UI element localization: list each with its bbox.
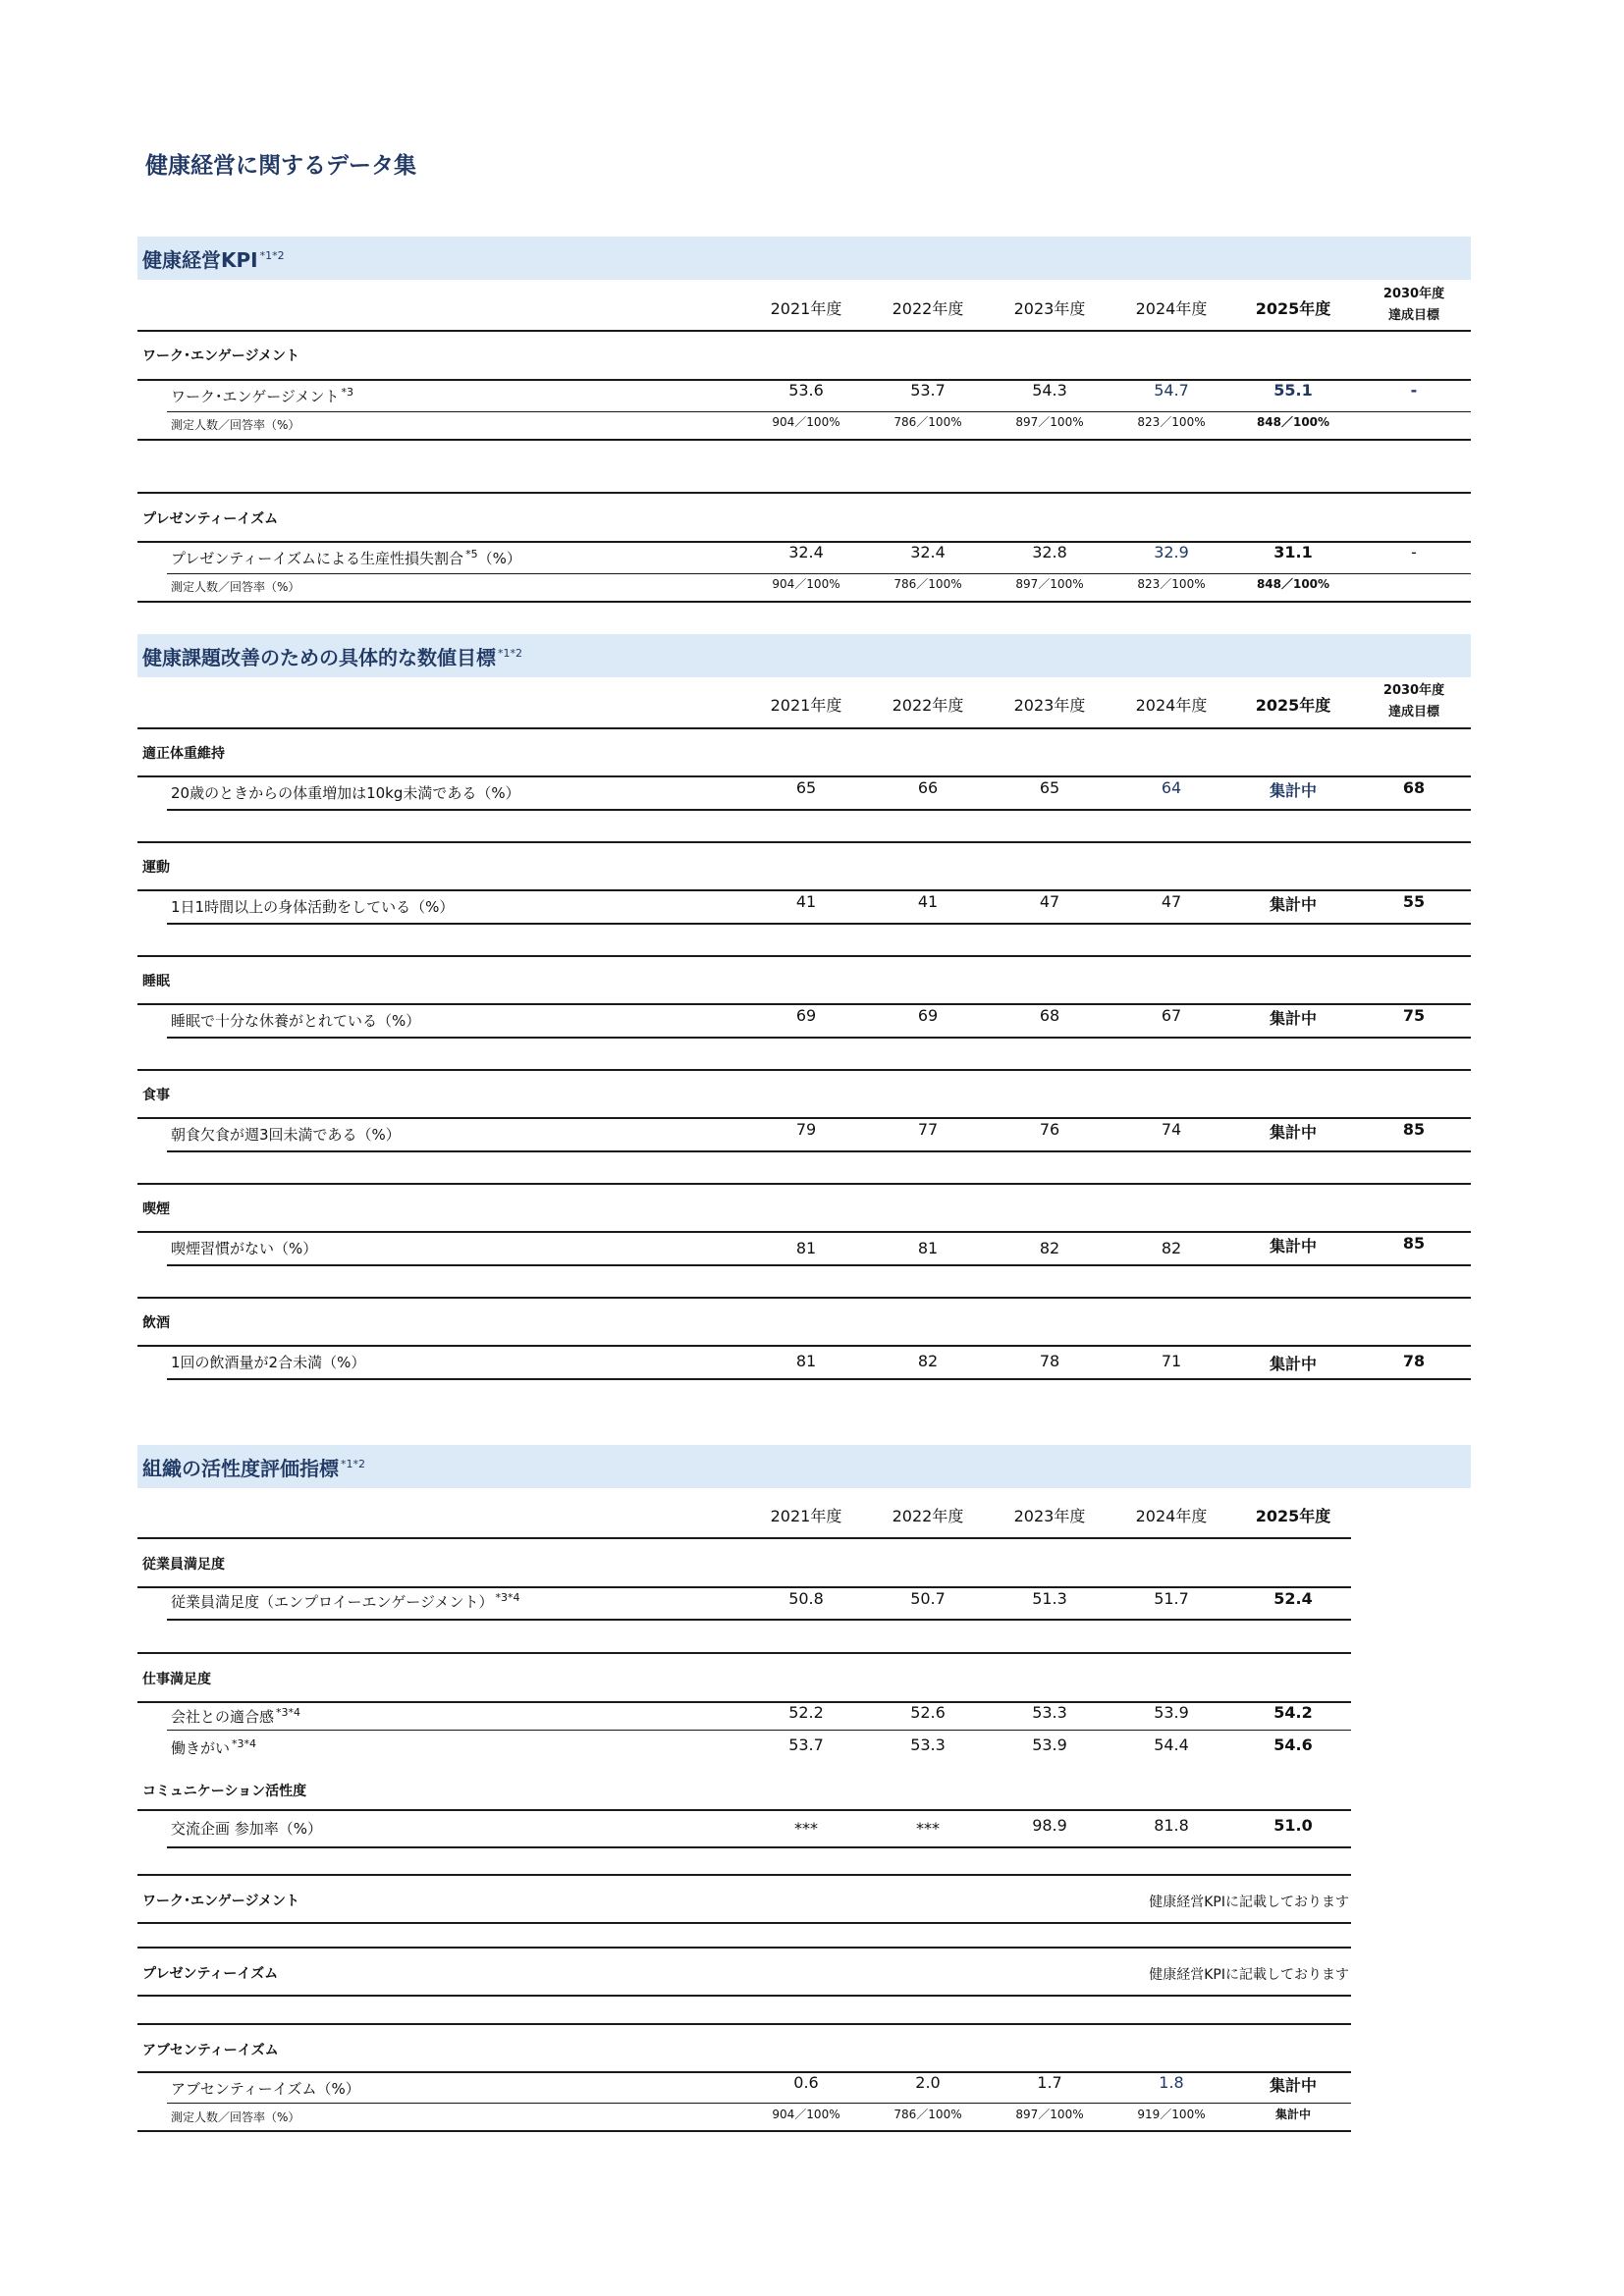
org-value: 98.9 [1032, 1816, 1067, 1835]
health-value: 集計中 [1269, 895, 1317, 914]
org-rule [137, 2130, 1351, 2132]
org-sub-value: 919／100% [1137, 2108, 1206, 2121]
org-value: 52.2 [788, 1703, 824, 1722]
org-value: 51.3 [1032, 1589, 1067, 1608]
health-category: 飲酒 [142, 1315, 170, 1331]
health-value: 集計中 [1269, 1355, 1317, 1373]
org-value: 53.7 [788, 1735, 824, 1754]
kpi-sub-value: 823／100% [1137, 415, 1206, 429]
org-rule [137, 1995, 1351, 1997]
health-value: 47 [1161, 892, 1182, 911]
health-header-2022: 2022年度 [892, 696, 964, 715]
health-value: 64 [1161, 778, 1182, 797]
kpi-sub-value: 786／100% [893, 415, 962, 429]
kpi-value: 54.3 [1032, 381, 1067, 400]
health-header-target: 2030年度 達成目標 [1382, 683, 1445, 720]
org-value: 1.8 [1159, 2073, 1184, 2092]
kpi-sub-label: 測定人数／回答率（%） [171, 580, 300, 594]
org-value: 0.6 [793, 2073, 819, 2092]
kpi-header-target: 2030年度 達成目標 [1382, 287, 1445, 323]
health-rule [167, 1150, 1471, 1152]
health-header-2023: 2023年度 [1013, 696, 1086, 715]
health-rule [167, 809, 1471, 811]
org-category-communication: コミュニケーション活性度 [142, 1784, 307, 1799]
org-rule [167, 1619, 1351, 1621]
org-value: 54.2 [1273, 1703, 1313, 1722]
kpi-rule [137, 601, 1471, 603]
kpi-sub-value: 904／100% [772, 415, 840, 429]
kpi-header-2024: 2024年度 [1135, 299, 1208, 318]
kpi-sub-label: 測定人数／回答率（%） [171, 418, 300, 432]
org-rule [167, 1730, 1351, 1731]
kpi-rule [137, 439, 1471, 441]
health-target: 85 [1402, 1120, 1426, 1139]
health-rule [137, 1069, 1471, 1071]
kpi-sub-value: 897／100% [1015, 415, 1084, 429]
org-rule [137, 1652, 1351, 1654]
kpi-section-title: 健康経営KPI $^{*1*2}$ [142, 248, 285, 272]
page-title: 健康経営に関するデータ集 [145, 153, 416, 179]
health-value: 78 [1039, 1352, 1060, 1370]
org-value: 2.0 [915, 2073, 941, 2092]
org-sub-label: 測定人数／回答率（%） [171, 2110, 300, 2124]
org-category-absenteeism: アブセンティーイズム [142, 2043, 279, 2058]
health-value: 81 [795, 1352, 817, 1370]
health-rule [137, 775, 1471, 777]
kpi-rule [137, 492, 1471, 494]
health-target: 68 [1402, 778, 1426, 797]
kpi-sub-value: 848／100% [1256, 577, 1330, 591]
org-value: 53.3 [1032, 1703, 1067, 1722]
health-row-label: 睡眠で十分な休養がとれている（%） [171, 1012, 421, 1030]
health-rule [137, 1231, 1471, 1233]
kpi-header-rule [137, 330, 1471, 332]
health-target: 78 [1402, 1352, 1426, 1370]
org-row-label: 従業員満足度（エンプロイーエンゲージメント） $^{*3*4}$ [171, 1591, 520, 1611]
health-value: 65 [1039, 778, 1060, 797]
health-rule [167, 923, 1471, 925]
org-header-2025: 2025年度 [1255, 1507, 1331, 1525]
org-header-2022: 2022年度 [892, 1507, 964, 1525]
health-value: 66 [917, 778, 939, 797]
health-row-label: 1回の飲酒量が2合未満（%） [171, 1354, 366, 1371]
org-value: *** [794, 1819, 818, 1838]
org-value: 53.9 [1032, 1735, 1067, 1754]
health-category: 運動 [142, 860, 170, 876]
org-category-work-engagement: ワーク･エンゲージメント [142, 1894, 300, 1909]
health-rule [137, 1297, 1471, 1299]
kpi-sub-value: 897／100% [1015, 577, 1084, 591]
health-value: 68 [1039, 1006, 1060, 1025]
org-row-label: 働きがい $^{*3*4}$ [171, 1737, 257, 1757]
kpi-value: 53.7 [910, 381, 946, 400]
org-value: 50.8 [788, 1589, 824, 1608]
health-header-rule [137, 727, 1471, 729]
kpi-category-work-engagement: ワーク･エンゲージメント [142, 348, 300, 364]
kpi-value: 55.1 [1273, 381, 1313, 400]
org-value: 52.4 [1273, 1589, 1313, 1608]
health-value: 79 [795, 1120, 817, 1139]
health-section-title: 健康課題改善のための具体的な数値目標 $^{*1*2}$ [142, 646, 522, 669]
health-category: 適正体重維持 [142, 746, 225, 762]
org-rule [167, 1846, 1351, 1848]
health-value: 65 [795, 778, 817, 797]
org-header-2023: 2023年度 [1013, 1507, 1086, 1525]
org-value: 53.3 [910, 1735, 946, 1754]
health-value: 47 [1039, 892, 1060, 911]
org-value: 50.7 [910, 1589, 946, 1608]
health-value: 41 [917, 892, 939, 911]
org-rule [167, 2103, 1351, 2104]
org-category-satisfaction: 従業員満足度 [142, 1557, 225, 1573]
org-value: 54.6 [1273, 1735, 1313, 1754]
org-header-2024: 2024年度 [1135, 1507, 1208, 1525]
kpi-header-2025: 2025年度 [1255, 299, 1331, 318]
org-sub-value: 集計中 [1274, 2108, 1311, 2121]
org-value: 54.4 [1154, 1735, 1189, 1754]
org-rule [137, 1809, 1351, 1811]
health-value: 82 [1039, 1239, 1060, 1257]
kpi-row-label: プレゼンティーイズムによる生産性損失割合 $^{*5}$（%） [171, 548, 521, 567]
org-value: 81.8 [1154, 1816, 1189, 1835]
org-row-label: アブセンティーイズム（%） [171, 2080, 360, 2098]
kpi-value: 32.9 [1154, 543, 1189, 561]
kpi-rule [167, 411, 1471, 412]
org-value: 53.9 [1154, 1703, 1189, 1722]
health-category: 喫煙 [142, 1201, 170, 1217]
kpi-value: 32.4 [910, 543, 946, 561]
kpi-value: 31.1 [1273, 543, 1313, 561]
org-section-title: 組織の活性度評価指標 $^{*1*2}$ [142, 1457, 365, 1480]
health-target: 85 [1402, 1234, 1426, 1253]
org-value: 51.7 [1154, 1589, 1189, 1608]
org-sub-value: 897／100% [1015, 2108, 1084, 2121]
org-rule [137, 1586, 1351, 1588]
health-value: 81 [917, 1239, 939, 1257]
org-value: *** [916, 1819, 940, 1838]
kpi-rule [167, 573, 1471, 574]
org-category-presenteeism: プレゼンティーイズム [142, 1966, 279, 1982]
kpi-section-band [137, 237, 1471, 280]
kpi-value: 53.6 [788, 381, 824, 400]
health-row-label: 朝食欠食が週3回未満である（%） [171, 1126, 401, 1144]
health-rule [167, 1264, 1471, 1266]
kpi-sub-value: 904／100% [772, 577, 840, 591]
org-rule [137, 1922, 1351, 1924]
kpi-value: 32.8 [1032, 543, 1067, 561]
org-header-2021: 2021年度 [770, 1507, 842, 1525]
health-rule [137, 1183, 1471, 1185]
kpi-row-label: ワーク･エンゲージメント $^{*3}$ [171, 386, 353, 405]
org-rule [137, 1947, 1351, 1949]
health-value: 集計中 [1269, 1009, 1317, 1028]
org-header-rule [137, 1537, 1351, 1539]
health-value: 81 [795, 1239, 817, 1257]
org-sub-value: 786／100% [893, 2108, 962, 2121]
org-value: 51.0 [1273, 1816, 1313, 1835]
health-rule [137, 841, 1471, 843]
health-rule [137, 955, 1471, 957]
health-row-label: 1日1時間以上の身体活動をしている（%） [171, 898, 455, 916]
kpi-sub-value: 848／100% [1256, 415, 1330, 429]
health-rule [167, 1378, 1471, 1380]
org-row-label: 交流企画 参加率（%） [171, 1820, 323, 1838]
health-header-2024: 2024年度 [1135, 696, 1208, 715]
kpi-sub-value: 786／100% [893, 577, 962, 591]
health-value: 77 [917, 1120, 939, 1139]
kpi-category-presenteeism: プレゼンティーイズム [142, 511, 279, 527]
org-note: 健康経営KPIに記載しております [1149, 1895, 1349, 1910]
health-category: 睡眠 [142, 974, 170, 989]
kpi-target: - [1411, 543, 1417, 561]
health-target: 55 [1402, 892, 1426, 911]
org-note: 健康経営KPIに記載しております [1149, 1967, 1349, 1983]
org-rule [137, 1874, 1351, 1876]
health-target: 75 [1402, 1006, 1426, 1025]
health-value: 集計中 [1269, 1123, 1317, 1142]
health-value: 69 [795, 1006, 817, 1025]
kpi-sub-value: 823／100% [1137, 577, 1206, 591]
health-value: 82 [1161, 1239, 1182, 1257]
health-value: 集計中 [1269, 1237, 1317, 1255]
org-value: 1.7 [1037, 2073, 1062, 2092]
kpi-target: - [1410, 381, 1418, 400]
health-header-2025: 2025年度 [1255, 696, 1331, 715]
health-category: 食事 [142, 1088, 170, 1103]
org-value: 集計中 [1269, 2076, 1317, 2095]
health-rule [137, 1345, 1471, 1347]
kpi-header-2022: 2022年度 [892, 299, 964, 318]
health-value: 82 [917, 1352, 939, 1370]
kpi-value: 32.4 [788, 543, 824, 561]
kpi-value: 54.7 [1154, 381, 1189, 400]
health-row-label: 20歳のときからの体重増加は10kg未満である（%） [171, 784, 520, 802]
health-rule [167, 1037, 1471, 1039]
health-rule [137, 1003, 1471, 1005]
kpi-header-2021: 2021年度 [770, 299, 842, 318]
org-value: 52.6 [910, 1703, 946, 1722]
health-value: 71 [1161, 1352, 1182, 1370]
org-rule [137, 2023, 1351, 2025]
health-value: 41 [795, 892, 817, 911]
health-value: 69 [917, 1006, 939, 1025]
health-value: 67 [1161, 1006, 1182, 1025]
kpi-header-2023: 2023年度 [1013, 299, 1086, 318]
health-value: 集計中 [1269, 781, 1317, 800]
org-row-label: 会社との適合感 $^{*3*4}$ [171, 1706, 301, 1726]
health-value: 74 [1161, 1120, 1182, 1139]
org-sub-value: 904／100% [772, 2108, 840, 2121]
health-header-2021: 2021年度 [770, 696, 842, 715]
health-value: 76 [1039, 1120, 1060, 1139]
health-row-label: 喫煙習慣がない（%） [171, 1240, 318, 1257]
org-category-job: 仕事満足度 [142, 1672, 211, 1687]
health-rule [137, 1117, 1471, 1119]
health-rule [137, 889, 1471, 891]
